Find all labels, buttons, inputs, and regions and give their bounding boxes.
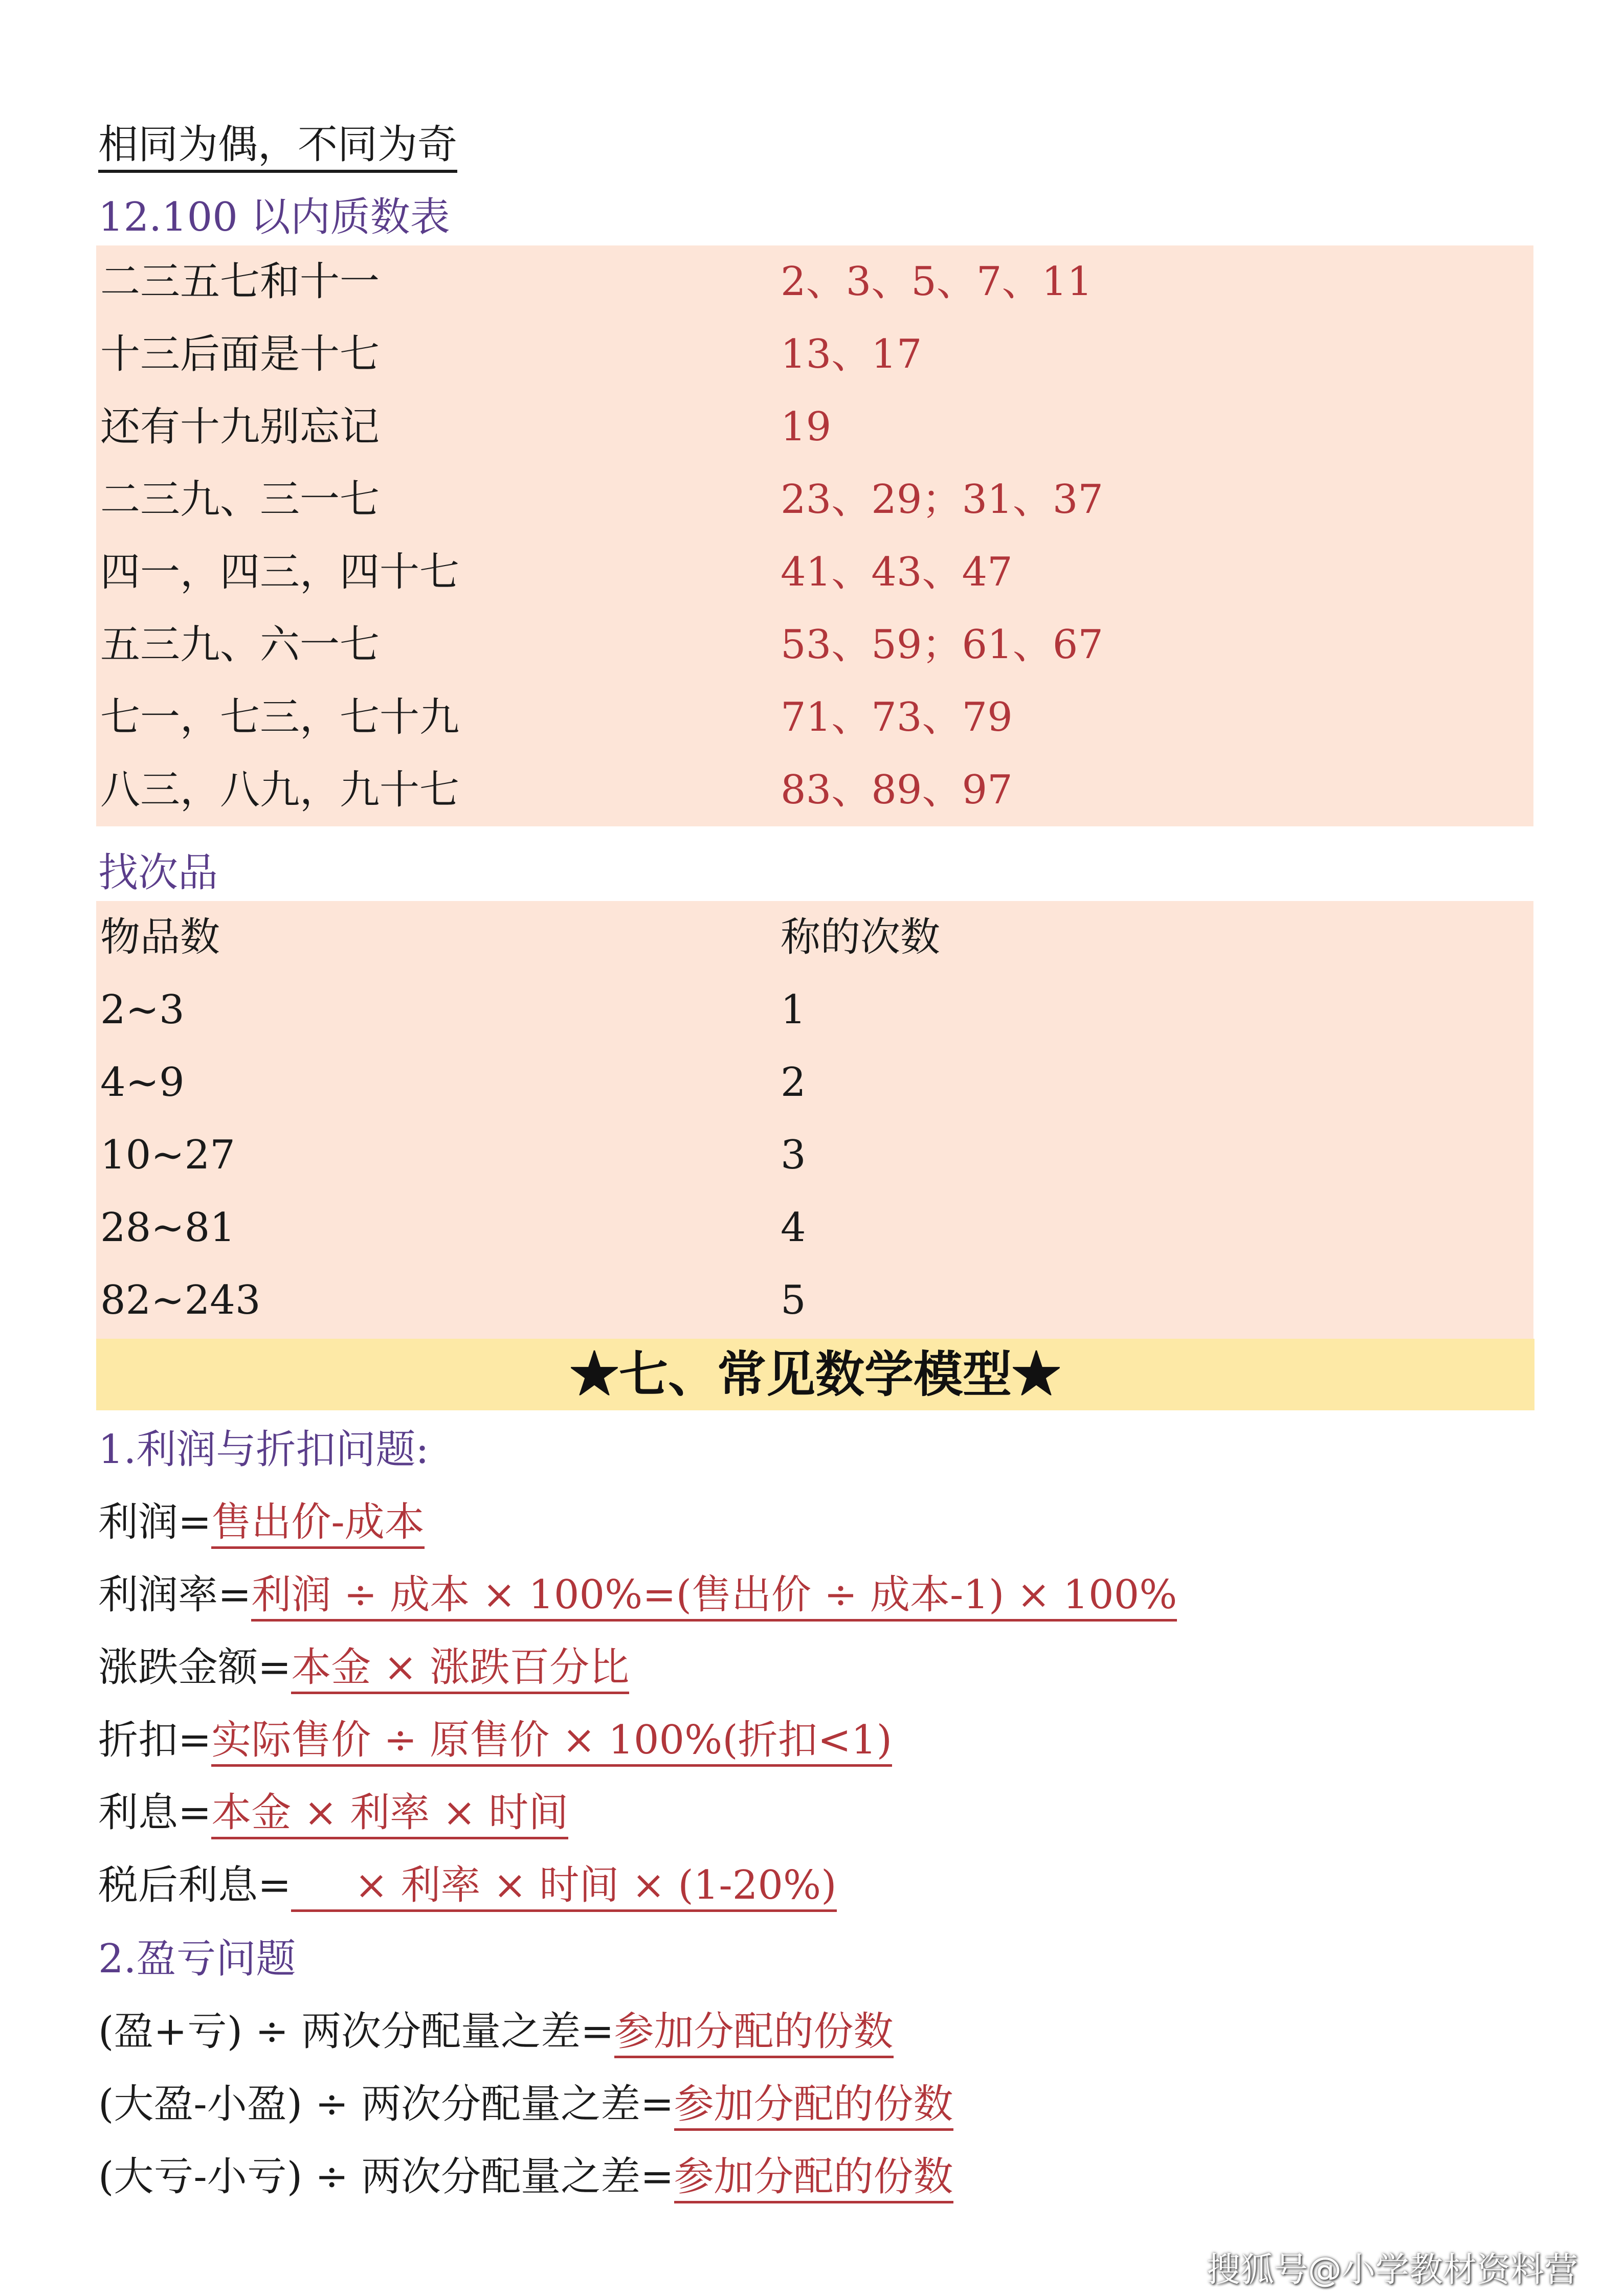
parity-rule	[98, 117, 457, 173]
formula-answer: 实际售价 ÷ 原售价 × 100%(折扣<1)	[211, 1717, 892, 1767]
table-row	[96, 463, 1533, 536]
prime-numbers: 23、29；31、37	[781, 477, 1104, 523]
section-banner	[96, 1339, 1534, 1410]
parity-rule-text: 相同为偶，不同为奇	[98, 122, 457, 173]
formula-label: (盈+亏) ÷ 两次分配量之差=	[98, 2009, 614, 2055]
formula-label: 利润率=	[98, 1572, 252, 1618]
formula-line	[98, 1567, 1177, 1623]
prime-rhyme: 七一，七三，七十九	[100, 694, 460, 740]
formula-line	[98, 1857, 837, 1914]
weigh-count: 3	[781, 1132, 806, 1178]
primes-title: 12.100 以内质数表	[98, 194, 450, 240]
weigh-count: 1	[781, 987, 806, 1033]
prime-numbers: 41、43、47	[781, 549, 1013, 595]
prime-numbers: 71、73、79	[781, 694, 1013, 740]
formula-line	[98, 2076, 953, 2132]
formula-answer: 参加分配的份数	[674, 2154, 953, 2203]
table-row	[96, 1046, 1533, 1119]
formula-label: (大亏-小亏) ÷ 两次分配量之差=	[98, 2154, 674, 2200]
prime-rhyme: 五三九、六一七	[100, 622, 380, 668]
defect-title: 找次品	[98, 850, 218, 896]
weigh-count: 5	[781, 1277, 806, 1323]
prime-rhyme: 八三，八九，九十七	[100, 767, 460, 813]
watermark: 搜狐号@小学教材资料营	[1207, 2250, 1578, 2289]
prime-rhyme: 二三九、三一七	[100, 477, 380, 523]
formula-label: 利润=	[98, 1499, 212, 1545]
item-range: 4~9	[100, 1060, 185, 1106]
prime-numbers: 19	[781, 404, 832, 450]
table-row	[96, 974, 1533, 1046]
prime-rhyme: 十三后面是十七	[100, 331, 380, 377]
prime-numbers: 53、59；61、67	[781, 622, 1104, 668]
table-row	[96, 609, 1533, 681]
prime-numbers: 2、3、5、7、11	[781, 259, 1093, 305]
prime-numbers: 83、89、97	[781, 767, 1013, 813]
item-range: 10~27	[100, 1132, 235, 1178]
formula-label: 利息=	[98, 1790, 212, 1836]
item-range: 28~81	[100, 1205, 235, 1251]
weigh-count: 4	[781, 1205, 806, 1251]
item-range: 2~3	[100, 987, 185, 1033]
formula-answer: 本金 × 利率 × 时间	[211, 1790, 568, 1839]
primes-table	[96, 245, 1533, 826]
formula-answer: 参加分配的份数	[674, 2081, 953, 2131]
formula-label: 折扣=	[98, 1717, 212, 1763]
formula-line	[98, 1785, 568, 1841]
formula-line	[98, 2149, 953, 2205]
col-header-times: 称的次数	[781, 914, 941, 960]
table-row	[96, 1264, 1533, 1337]
formula-line	[98, 1639, 629, 1696]
table-row	[96, 536, 1533, 609]
table-row	[96, 681, 1533, 754]
prime-numbers: 13、17	[781, 331, 922, 377]
formula-answer: 本金 × 涨跌百分比	[291, 1645, 629, 1694]
table-row	[96, 1191, 1533, 1264]
table-row	[96, 1119, 1533, 1191]
prime-rhyme: 四一，四三，四十七	[100, 549, 460, 595]
prime-rhyme: 还有十九别忘记	[100, 404, 380, 450]
formula-answer: 利润 ÷ 成本 × 100%=(售出价 ÷ 成本-1) × 100%	[251, 1572, 1177, 1622]
formula-answer: 参加分配的份数	[614, 2009, 894, 2058]
profit-title: 1.利润与折扣问题:	[98, 1427, 429, 1473]
section-banner-title: ★七、常见数学模型★	[570, 1345, 1061, 1403]
defect-table	[96, 901, 1533, 1339]
formula-line	[98, 2004, 894, 2060]
table-row	[96, 318, 1533, 391]
formula-label: 涨跌金额=	[98, 1645, 292, 1691]
weigh-count: 2	[781, 1060, 806, 1106]
table-row	[96, 754, 1533, 826]
item-range: 82~243	[100, 1277, 261, 1323]
table-row	[96, 391, 1533, 463]
formula-label: 税后利息=	[98, 1862, 292, 1908]
surplus-title: 2.盈亏问题	[98, 1936, 296, 1982]
formula-label: (大盈-小盈) ÷ 两次分配量之差=	[98, 2081, 674, 2127]
col-header-items: 物品数	[100, 914, 220, 960]
formula-line	[98, 1712, 892, 1768]
table-header-row	[96, 901, 1533, 974]
formula-answer: × 利率 × 时间 × (1-20%)	[291, 1862, 836, 1912]
formula-answer: 售出价-成本	[211, 1499, 424, 1549]
table-row	[96, 245, 1533, 318]
formula-line	[98, 1494, 425, 1550]
prime-rhyme: 二三五七和十一	[100, 259, 380, 305]
